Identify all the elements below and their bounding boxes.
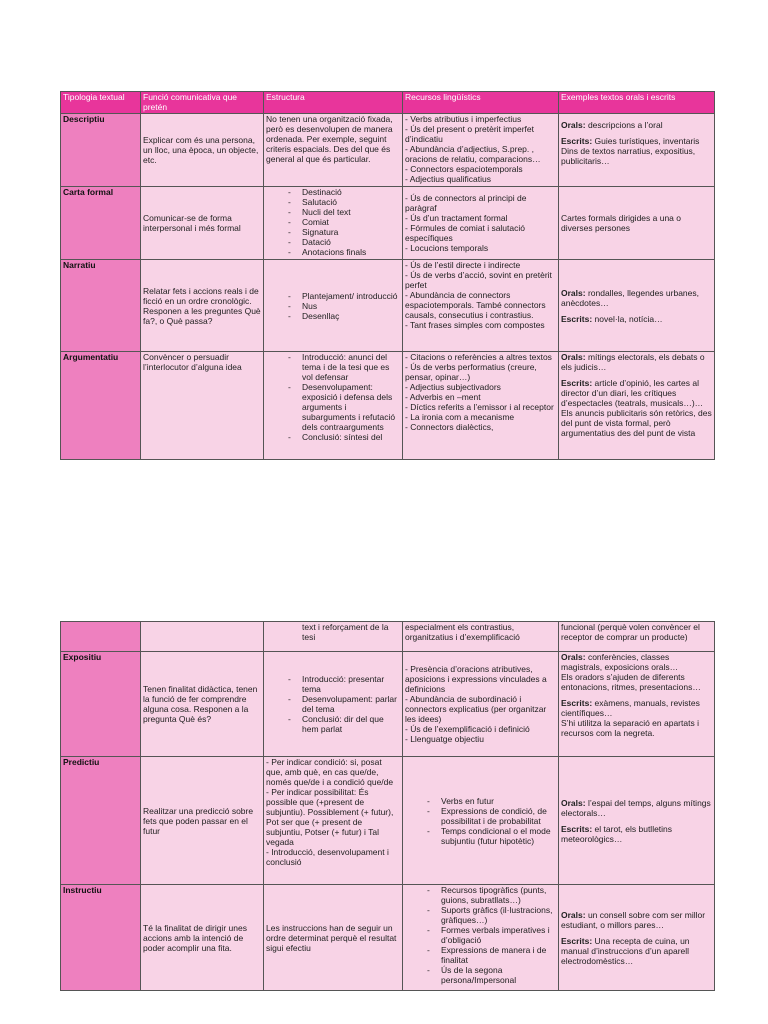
estructura-item: - Desenllaç (302, 311, 400, 321)
exemples-cell (559, 260, 715, 352)
table-row-argumentatiu (61, 352, 715, 460)
orals-text: mítings electorals, els debats o els judicis… (561, 352, 705, 372)
funcio-cell: Tenen finalitat didàctica, tenen la funció de fer comprendre alguna cosa. Responen a la pregunta Què és? (141, 652, 264, 757)
escrits-label: Escrits: (561, 378, 593, 388)
recurs-line: - Ús de verbs d’acció, sovint en pretèrit perfet (405, 270, 552, 290)
recurs-line: - Abundància d’adjectius, S.prep. , oracions de relatiu, comparacions… (405, 144, 541, 164)
estructura-item: - Destinació (302, 187, 400, 197)
estructura-item: - Desenvolupament: parlar del tema (302, 694, 400, 714)
header-recursos: Recursos lingüístics (403, 92, 559, 114)
exemples-extra: Els anuncis publicitaris són retòrics, des del punt de vista formal, però argumentatius des del punt de vista (561, 408, 712, 438)
table-row-predictiu (61, 757, 715, 885)
exemples-extra: S’hi utilitza la separació en apartats i recursos com la negreta. (561, 718, 699, 738)
table-row-continuacio (61, 622, 715, 652)
recurs-line: - Adverbis en –ment (405, 392, 481, 402)
exemples-cell: funcional (perquè volen convèncer el receptor de comprar un producte) (559, 622, 715, 652)
table-row-descriptiu (61, 114, 715, 187)
escrits-text: novel·la, notícia… (592, 313, 663, 324)
recursos-cell (403, 652, 559, 757)
estructura-text: text i reforçament de la tesi (302, 622, 389, 642)
estructura-item: - Salutació (302, 197, 400, 207)
exemples-cell (559, 352, 715, 460)
funcio-cell: Té la finalitat de dirigir unes accions amb la intenció de poder acomplir una fita. (141, 885, 264, 991)
recurs-item: - Ús de la segona persona/Impersonal (441, 965, 556, 985)
funcio-cell: Realitzar una predicció sobre fets que poden passar en el futur (141, 757, 264, 885)
estructura-cell (264, 757, 403, 885)
recurs-line: - Adjectius qualificatius (405, 174, 491, 184)
estructura-item: - Conclusió: dir del que hem parlat (302, 714, 400, 734)
estructura-item: - Nus (302, 301, 400, 311)
recurs-item: - Formes verbals imperatives i d’obligació (441, 925, 556, 945)
recurs-line: - Abundància de subordinació i connectors explicatius (per organitzar les idees) (405, 694, 547, 724)
recurs-line: - Ús de verbs performatius (creure, pensar, opinar…) (405, 362, 537, 382)
recurs-item: - Expressions de condició, de possibilitat i de probabilitat (441, 806, 556, 826)
tipologia-cell (61, 622, 141, 652)
orals-text: l’espai del temps, alguns mítings electorals… (561, 797, 711, 818)
orals-label: Orals: (561, 909, 586, 920)
estructura-line: - Introducció, desenvolupament i conclusió (266, 847, 389, 867)
table-row-expositiu (61, 652, 715, 757)
recurs-line: - Citacions o referències a altres textos (405, 352, 552, 362)
exemples-cell: Cartes formals dirigides a una o diverses persones (559, 187, 715, 260)
tipologia-cell: Descriptiu (61, 114, 141, 187)
recursos-cell (403, 885, 559, 991)
exemples-cell (559, 114, 715, 187)
escrits-text: article d’opinió, les cartes al director d’un diari, les crítiques d’espectacles (teatrals, musicals…)… (561, 378, 704, 408)
estructura-cell (264, 352, 403, 460)
exemples-cell (559, 652, 715, 757)
recurs-line: - Connectors espaciotemporals (405, 164, 523, 174)
escrits-label: Escrits: (561, 823, 593, 834)
estructura-item: - Plantejament/ introducció (302, 291, 400, 301)
recurs-line: - Tant frases simples com compostes (405, 320, 545, 330)
recurs-line: - Llenguatge objectiu (405, 734, 484, 744)
orals-text: conferències, classes magistrals, exposicions orals… (561, 652, 679, 672)
orals-text: rondalles, llegendes urbanes, anècdotes… (561, 287, 699, 308)
recurs-line: - Adjectius subjectivadors (405, 382, 501, 392)
funcio-cell: Convèncer o persuadir l’interlocutor d’alguna idea (141, 352, 264, 460)
funcio-cell: Relatar fets i accions reals i de ficció en un ordre cronològic. Responen a les preguntes Què fa?, o Què passa? (141, 260, 264, 352)
estructura-cell (264, 260, 403, 352)
recurs-line: - Ús d’un tractament formal (405, 213, 508, 223)
escrits-label: Escrits: (561, 313, 593, 324)
exemples-cell (559, 885, 715, 991)
table-row-carta-formal (61, 187, 715, 260)
estructura-item: - Introducció: presentar tema (302, 674, 400, 694)
escrits-text: exàmens, manuals, revistes científiques… (561, 698, 700, 718)
funcio-cell: Comunicar-se de forma interpersonal i més formal (141, 187, 264, 260)
orals-text: un consell sobre com ser millor estudiant, o millors pares… (561, 909, 706, 930)
table-row-instructiu (61, 885, 715, 991)
estructura-item: - Signatura (302, 227, 400, 237)
recurs-line: - Verbs atributius i imperfectius (405, 114, 522, 124)
recursos-cell (403, 757, 559, 885)
orals-label: Orals: (561, 652, 586, 662)
orals-label: Orals: (561, 352, 586, 362)
estructura-cell (264, 622, 403, 652)
estructura-item: - Conclusió: síntesi del (302, 432, 400, 442)
estructura-cell: Les instruccions han de seguir un ordre determinat perquè el resultat sigui efectiu (264, 885, 403, 991)
recurs-line: - Locucions temporals (405, 243, 489, 253)
recurs-line: - Díctics referits a l’emissor i al receptor (405, 402, 554, 412)
tipologies-table-page1 (60, 91, 715, 460)
recurs-line: - Ús del present o pretèrit imperfet d’indicatiu (405, 124, 534, 144)
recurs-line: - Presència d’oracions atributives, aposicions i expressions vinculades a definicions (405, 664, 547, 694)
exemples-cell (559, 757, 715, 885)
tipologia-cell: Narratiu (61, 260, 141, 352)
recurs-line: - La ironia com a mecanisme (405, 412, 515, 422)
escrits-text: Guies turístiques, inventaris (592, 136, 700, 146)
estructura-item: - Desenvolupament: exposició i defensa dels arguments i subarguments i refutació dels contraarguments (302, 382, 400, 432)
estructura-line: - Per indicar possibilitat: És possible que (+present de subjuntiu). Possiblement (+ futur), Pot ser que (+ present de subjuntiu, Potser (+ futur) i Tal vegada (266, 787, 394, 847)
estructura-line: - Per indicar condició: si, posat que, amb què, en cas que/de, només que/de i a condició que/de (266, 757, 394, 787)
recurs-item: - Recursos tipogràfics (punts, guions, subratllats…) (441, 885, 556, 905)
recurs-line: - Connectors dialèctics, (405, 422, 494, 432)
estructura-item: - Anotacions finals (302, 247, 400, 257)
tipologia-cell: Instructiu (61, 885, 141, 991)
funcio-cell: Explicar com és una persona, un lloc, una època, un objecte, etc. (141, 114, 264, 187)
recursos-cell (403, 260, 559, 352)
recurs-line: - Ús de l’estil directe i indirecte (405, 260, 521, 270)
estructura-item: - Comiat (302, 217, 400, 227)
recursos-cell (403, 352, 559, 460)
recurs-line: - Fórmules de comiat i salutació específiques (405, 223, 525, 243)
tipologia-cell: Expositiu (61, 652, 141, 757)
recurs-item: - Suports gràfics (il·lustracions, gràfiques…) (441, 905, 556, 925)
recursos-cell (403, 187, 559, 260)
tipologia-cell: Carta formal (61, 187, 141, 260)
funcio-cell (141, 622, 264, 652)
orals-extra: Els oradors s’ajuden de diferents entonacions, ritmes, presentacions… (561, 672, 701, 692)
escrits-label: Escrits: (561, 935, 593, 946)
escrits-label: Escrits: (561, 136, 593, 146)
escrits-text: el tarot, els butlletins meteorològics… (561, 823, 673, 844)
estructura-cell (264, 652, 403, 757)
header-exemples: Exemples textos orals i escrits (559, 92, 715, 114)
header-tipologia: Tipologia textual (61, 92, 141, 114)
escrits-text: Una recepta de cuina, un manual d’instruccions d’un aparell electrodomèstics… (561, 935, 690, 966)
orals-label: Orals: (561, 120, 586, 130)
tipologia-cell: Argumentatiu (61, 352, 141, 460)
recursos-cell (403, 114, 559, 187)
recurs-line: - Abundància de connectors espaciotemporals. També connectors causals, consecutius i contrastius. (405, 290, 546, 320)
orals-label: Orals: (561, 797, 586, 808)
table-header-row (61, 92, 715, 114)
estructura-item: - Introducció: anunci del tema i de la tesi que es vol defensar (302, 352, 400, 382)
escrits-label: Escrits: (561, 698, 593, 708)
orals-text: descripcions a l’oral (585, 120, 663, 130)
table-row-narratiu (61, 260, 715, 352)
recurs-item: - Expressions de manera i de finalitat (441, 945, 556, 965)
estructura-cell (264, 187, 403, 260)
tipologies-table-page2 (60, 621, 715, 991)
recurs-item: - Verbs en futur (441, 796, 556, 806)
tipologia-cell: Predictiu (61, 757, 141, 885)
estructura-item: - Datació (302, 237, 400, 247)
recursos-cell: especialment els contrastius, organitzatius i d’exemplificació (403, 622, 559, 652)
header-funcio: Funció comunicativa que pretén (141, 92, 264, 114)
orals-label: Orals: (561, 287, 586, 298)
recurs-line: - Ús de l’exemplificació i definició (405, 724, 530, 734)
recurs-line: - Ús de connectors al principi de paràgraf (405, 193, 527, 213)
estructura-item: - Nucli del text (302, 207, 400, 217)
header-estructura: Estructura (264, 92, 403, 114)
recurs-item: - Temps condicional o el mode subjuntiu (futur hipotètic) (441, 826, 556, 846)
estructura-cell: No tenen una organització fixada, però es desenvolupen de manera ordenada. Per exemple, seguint criteris espacials. Des del que és general al que és particular. (264, 114, 403, 187)
exemples-extra: Dins de textos narratius, expositius, publicitaris… (561, 146, 696, 166)
